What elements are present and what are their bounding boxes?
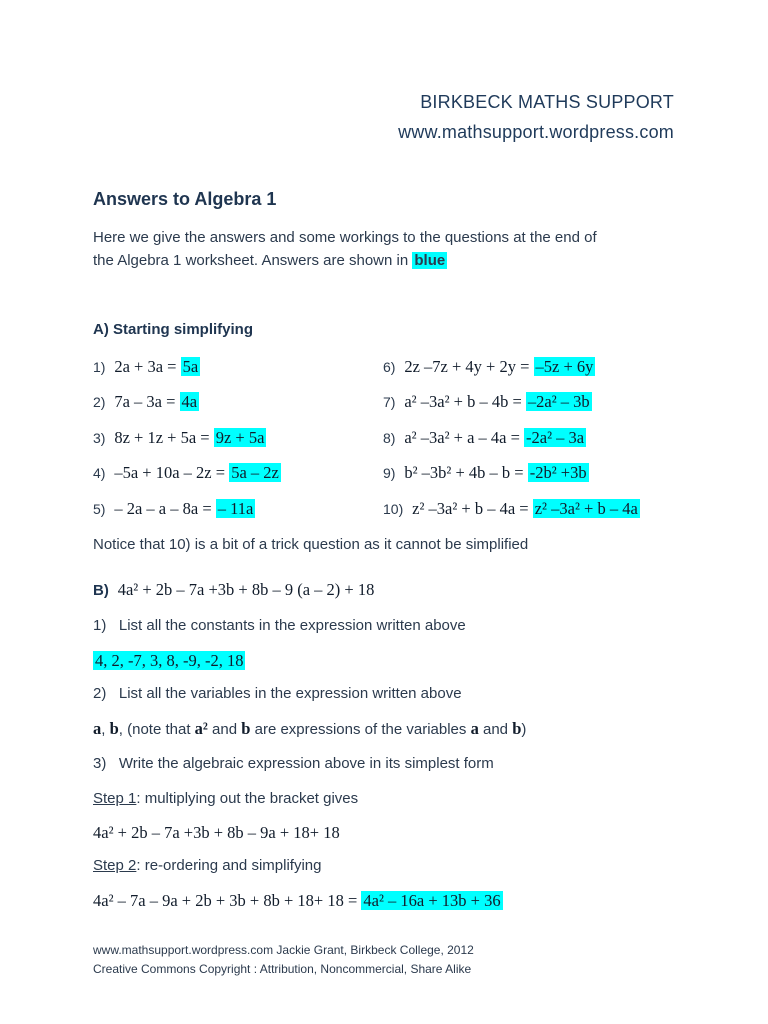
- item-number: 7): [383, 394, 396, 410]
- step-2-label: Step 2: [93, 857, 137, 874]
- item-number: 8): [383, 430, 396, 446]
- item-number: 4): [93, 465, 106, 481]
- question-2: [93, 685, 462, 702]
- item-number: 6): [383, 359, 396, 375]
- item-answer: –5z + 6y: [535, 357, 594, 376]
- question-text: List all the constants in the expression written above: [118, 617, 466, 634]
- item-answer: z² –3a² + b – 4a: [534, 499, 638, 518]
- footer-line-2: Creative Commons Copyright : Attribution, Noncommercial, Share Alike: [93, 962, 472, 976]
- step-1-text: : multiplying out the bracket gives: [136, 790, 359, 807]
- question-1-answer: [93, 651, 245, 671]
- item-answer: –2a² – 3b: [527, 392, 590, 411]
- item-expression: a² –3a² + a – 4a =: [404, 428, 525, 447]
- section-b-label: B): [93, 582, 109, 599]
- item-number: 5): [93, 501, 106, 517]
- question-text: List all the variables in the expression written above: [118, 685, 462, 702]
- item-answer: – 11a: [217, 499, 254, 518]
- item-answer: -2a² – 3a: [526, 428, 585, 447]
- item-number: 2): [93, 394, 106, 410]
- var-b: b: [512, 719, 522, 738]
- list-item: [383, 357, 595, 377]
- item-number: 9): [383, 465, 396, 481]
- list-item: [93, 357, 200, 377]
- item-expression: 2z –7z + 4y + 2y =: [404, 357, 534, 376]
- item-expression: –5a + 10a – 2z =: [114, 463, 230, 482]
- footer-line-1: www.mathsupport.wordpress.com Jackie Grant, Birkbeck College, 2012: [93, 943, 474, 957]
- var-b: b: [109, 719, 119, 738]
- var-a: a: [470, 719, 479, 738]
- step-2: [93, 857, 321, 874]
- list-item: [383, 463, 589, 483]
- answer-text: ): [521, 721, 527, 738]
- list-item: [93, 428, 266, 448]
- section-b-heading: [93, 580, 374, 600]
- step-2-expression-line: [93, 891, 503, 911]
- final-answer: 4a² – 16a + 13b + 36: [363, 891, 501, 910]
- header-org: BIRKBECK MATHS SUPPORT: [420, 92, 674, 112]
- list-item: [383, 392, 592, 412]
- item-answer: 5a: [182, 357, 199, 376]
- list-item: [383, 499, 640, 519]
- item-expression: a² –3a² + b – 4b =: [404, 392, 526, 411]
- var-a: a: [93, 719, 102, 738]
- list-item: [93, 499, 255, 519]
- list-item: [93, 463, 281, 483]
- item-expression: 2a + 3a =: [114, 357, 181, 376]
- intro-line-2: [93, 252, 447, 269]
- item-expression: b² –3b² + 4b – b =: [404, 463, 528, 482]
- item-answer: -2b² +3b: [529, 463, 587, 482]
- question-text: Write the algebraic expression above in its simplest form: [118, 755, 494, 772]
- item-number: 3): [93, 430, 106, 446]
- section-a-note: Notice that 10) is a bit of a trick question as it cannot be simplified: [93, 536, 529, 553]
- item-expression: 7a – 3a =: [114, 392, 180, 411]
- intro-line-1: Here we give the answers and some workings to the questions at the end of: [93, 229, 597, 246]
- blue-highlight-word: blue: [414, 252, 446, 269]
- item-answer: 4a: [181, 392, 198, 411]
- question-number: 1): [93, 617, 107, 634]
- section-b-expression: 4a² + 2b – 7a +3b + 8b – 9 (a – 2) + 18: [117, 580, 375, 599]
- step-1: [93, 790, 358, 807]
- header-url[interactable]: www.mathsupport.wordpress.com: [398, 122, 674, 142]
- question-number: 3): [93, 755, 107, 772]
- constants-answer: 4, 2, -7, 3, 8, -9, -2, 18: [95, 651, 244, 670]
- step-1-expression: 4a² + 2b – 7a +3b + 8b – 9a + 18+ 18: [93, 823, 340, 842]
- item-number: 1): [93, 359, 106, 375]
- list-item: [383, 428, 586, 448]
- section-a-heading: A) Starting simplifying: [93, 321, 254, 338]
- answer-text: , (note that: [118, 721, 195, 738]
- question-2-answer: [93, 719, 526, 739]
- answer-text: are expressions of the variables: [250, 721, 471, 738]
- intro-line-2-text: the Algebra 1 worksheet. Answers are shown in: [93, 252, 409, 269]
- question-1: [93, 617, 466, 634]
- question-number: 2): [93, 685, 107, 702]
- var-a-squared: a²: [194, 719, 208, 738]
- item-answer: 9z + 5a: [215, 428, 265, 447]
- item-answer: 5a – 2z: [231, 463, 279, 482]
- answer-text: and: [207, 721, 242, 738]
- item-expression: 8z + 1z + 5a =: [114, 428, 214, 447]
- step-1-label: Step 1: [93, 790, 137, 807]
- var-b: b: [241, 719, 251, 738]
- page-title: Answers to Algebra 1: [93, 189, 277, 209]
- item-expression: – 2a – a – 8a =: [114, 499, 216, 518]
- step-2-expression: 4a² – 7a – 9a + 2b + 3b + 8b + 18+ 18 =: [93, 891, 362, 910]
- item-number: 10): [383, 501, 404, 517]
- answer-text: and: [478, 721, 513, 738]
- list-item: [93, 392, 199, 412]
- question-3: [93, 755, 494, 772]
- answer-text: ,: [101, 721, 110, 738]
- item-expression: z² –3a² + b – 4a =: [412, 499, 533, 518]
- step-2-text: : re-ordering and simplifying: [136, 857, 322, 874]
